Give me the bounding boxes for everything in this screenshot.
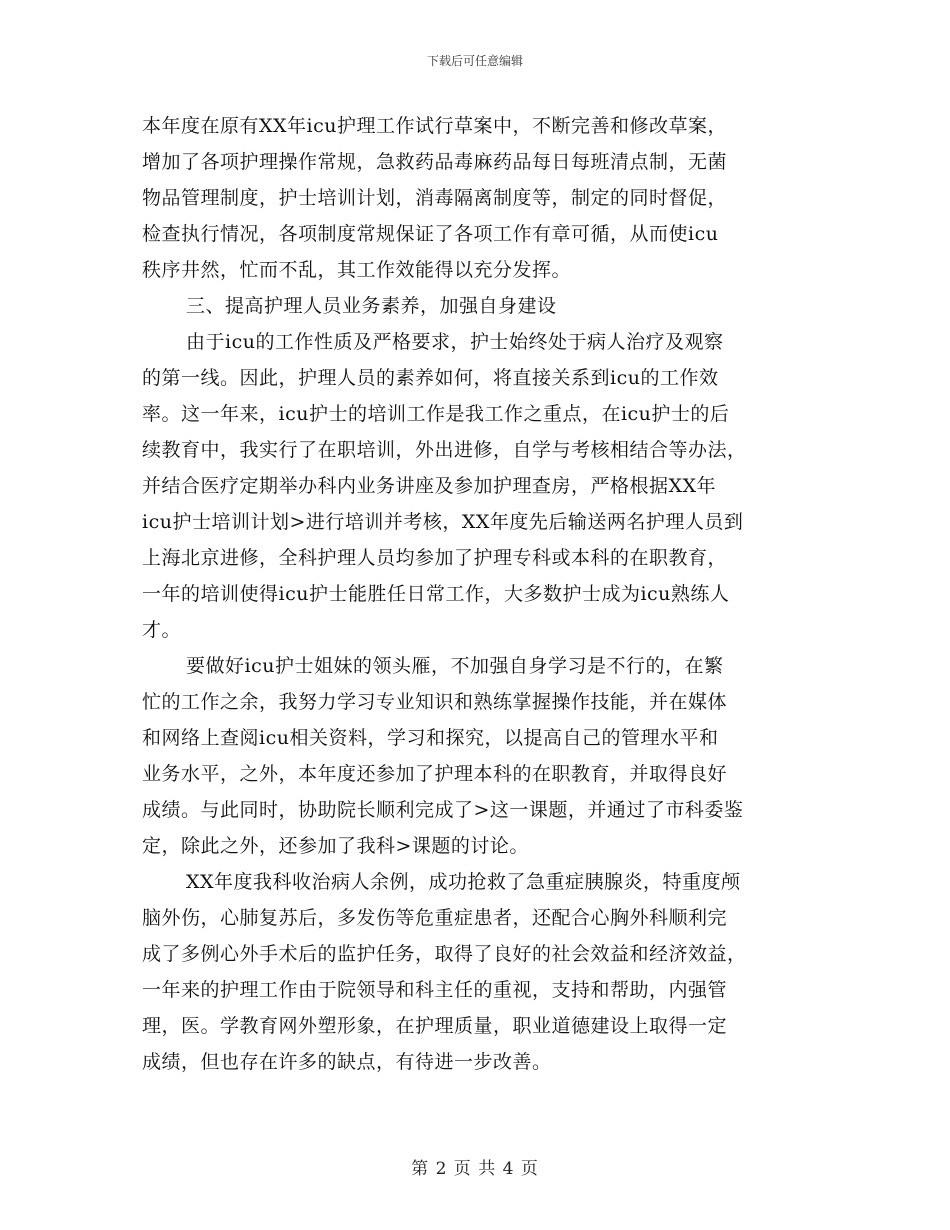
- text-line: 一年来的护理工作由于院领导和科主任的重视，支持和帮助，内强管: [142, 979, 728, 1001]
- text-line: 续教育中，我实行了在职培训，外出进修，自学与考核相结合等办法，: [142, 439, 747, 461]
- text-line: 本年度在原有XX年icu护理工作试行草案中，不断完善和修改草案，: [142, 115, 728, 137]
- text-line: 成绩。与此同时，协助院长顺利完成了>这一课题，并通过了市科委鉴: [142, 799, 744, 821]
- text-line: XX年度我科收治病人余例，成功抢救了急重症胰腺炎，特重度颅: [186, 871, 741, 893]
- text-line: 和网络上查阅icu相关资料，学习和探究，以提高自己的管理水平和: [142, 727, 719, 749]
- text-line: 由于icu的工作性质及严格要求，护士始终处于病人治疗及观察: [186, 331, 724, 353]
- page-header: 下载后可任意编辑: [426, 54, 523, 68]
- text-line: 检查执行情况，各项制度常规保证了各项工作有章可循，从而使icu: [142, 223, 719, 245]
- text-line: 业务水平，之外，本年度还参加了护理本科的在职教育，并取得良好: [142, 763, 728, 785]
- text-line: 忙的工作之余，我努力学习专业知识和熟练掌握操作技能，并在媒体: [142, 691, 728, 713]
- text-line: 并结合医疗定期举办科内业务讲座及参加护理查房，严格根据XX年: [142, 475, 717, 497]
- text-line: 成绩，但也存在许多的缺点，有待进一步改善。: [142, 1051, 552, 1073]
- section-heading: 三、提高护理人员业务素养，加强自身建设: [186, 295, 557, 317]
- page-number-footer: 第 2 页 共 4 页: [411, 1159, 539, 1179]
- text-line: 增加了各项护理操作常规，急救药品毒麻药品每日每班清点制，无菌: [142, 151, 728, 173]
- text-line: 定，除此之外，还参加了我科>课题的讨论。: [142, 835, 529, 857]
- text-line: icu护士培训计划>进行培训并考核，XX年度先后输送两名护理人员到: [142, 511, 744, 533]
- text-line: 脑外伤，心肺复苏后，多发伤等危重症患者，还配合心胸外科顺利完: [142, 907, 728, 929]
- document-body: [142, 108, 822, 1080]
- text-line: 成了多例心外手术后的监护任务，取得了良好的社会效益和经济效益，: [142, 943, 747, 965]
- text-line: 理，医。学教育网外塑形象，在护理质量，职业道德建设上取得一定: [142, 1015, 728, 1037]
- text-line: 上海北京进修，全科护理人员均参加了护理专科或本科的在职教育，: [142, 547, 728, 569]
- text-line: 才。: [142, 619, 182, 641]
- text-line: 要做好icu护士姐妹的领头雁，不加强自身学习是不行的，在繁: [186, 655, 724, 677]
- text-line: 秩序井然，忙而不乱，其工作效能得以充分发挥。: [142, 259, 572, 281]
- text-line: 的第一线。因此，护理人员的素养如何，将直接关系到icu的工作效: [142, 367, 719, 389]
- text-line: 率。这一年来，icu护士的培训工作是我工作之重点，在icu护士的后: [142, 403, 730, 425]
- text-line: 一年的培训使得icu护士能胜任日常工作，大多数护士成为icu熟练人: [142, 583, 730, 605]
- text-line: 物品管理制度，护士培训计划，消毒隔离制度等，制定的同时督促，: [142, 187, 728, 209]
